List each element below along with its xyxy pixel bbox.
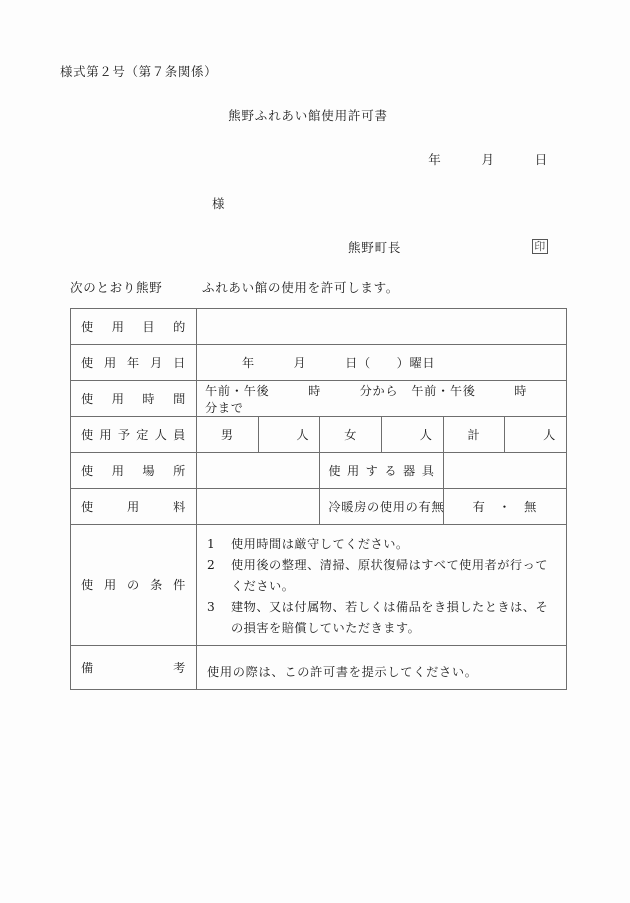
table-row-purpose: [71, 309, 567, 345]
table-row-conditions: [71, 525, 567, 646]
label-fee: 使用料: [71, 489, 197, 525]
condition-item: [207, 534, 554, 555]
field-equipment[interactable]: [443, 453, 566, 489]
table-row-fee: [71, 489, 567, 525]
condition-item: [207, 597, 554, 639]
label-female: 女: [320, 417, 382, 453]
page-title: 熊野ふれあい館使用許可書: [228, 108, 388, 123]
table-row-remarks: [71, 645, 567, 689]
field-purpose[interactable]: [197, 309, 567, 345]
field-place[interactable]: [197, 453, 320, 489]
table-row-attendance: [71, 417, 567, 453]
permit-details-table: [70, 308, 567, 690]
condition-number: 1: [207, 537, 216, 551]
condition-item: [207, 555, 554, 597]
field-conditions: [197, 525, 567, 646]
intro-sentence: 次のとおり熊野 ふれあい館の使用を許可します。: [70, 280, 400, 295]
label-remarks: 備考: [71, 645, 197, 689]
condition-number: 3: [207, 599, 216, 614]
label-purpose: 使用目的: [71, 309, 197, 345]
table-row-place: [71, 453, 567, 489]
field-aircon-choice[interactable]: 有 ・ 無: [443, 489, 566, 525]
label-use-time: 使用時間: [71, 381, 197, 417]
table-row-use-time: [71, 381, 567, 417]
condition-text: 使用時間は厳守してください。: [231, 537, 409, 551]
label-male: 男: [197, 417, 259, 453]
label-conditions: 使用の条件: [71, 525, 197, 646]
condition-text: 使用後の整理、清掃、原状復帰はすべて使用者が行ってください。: [231, 557, 548, 593]
condition-text: 建物、又は付属物、若しくは備品をき損したときは、その損害を賠償していただきます。: [231, 599, 549, 635]
field-total-count[interactable]: 人: [505, 417, 567, 453]
issuer-block: [348, 238, 548, 256]
table-row-use-date: [71, 345, 567, 381]
seal-icon: 印: [534, 239, 546, 253]
label-equipment: 使用する器具: [320, 453, 443, 489]
label-aircon: 冷暖房の使用の有無: [320, 489, 443, 525]
field-remarks[interactable]: 使用の際は、この許可書を提示してください。: [197, 645, 567, 689]
field-male-count[interactable]: 人: [258, 417, 320, 453]
issue-date-line: 年 月 日: [428, 152, 548, 167]
field-fee[interactable]: [197, 489, 320, 525]
issuer-name: 熊野町長: [348, 240, 402, 255]
field-female-count[interactable]: 人: [381, 417, 443, 453]
label-attendance: 使用予定人員: [71, 417, 197, 453]
condition-number: 2: [207, 557, 216, 572]
label-use-date: 使用年月日: [71, 345, 197, 381]
addressee-suffix: 様: [212, 196, 226, 211]
label-place: 使用場所: [71, 453, 197, 489]
label-total: 計: [443, 417, 505, 453]
form-number: 様式第２号（第７条関係）: [60, 64, 218, 79]
field-use-date[interactable]: 年 月 日（ ）曜日: [197, 345, 567, 381]
field-use-time[interactable]: 午前・午後 時 分から 午前・午後 時 分まで: [197, 381, 567, 417]
